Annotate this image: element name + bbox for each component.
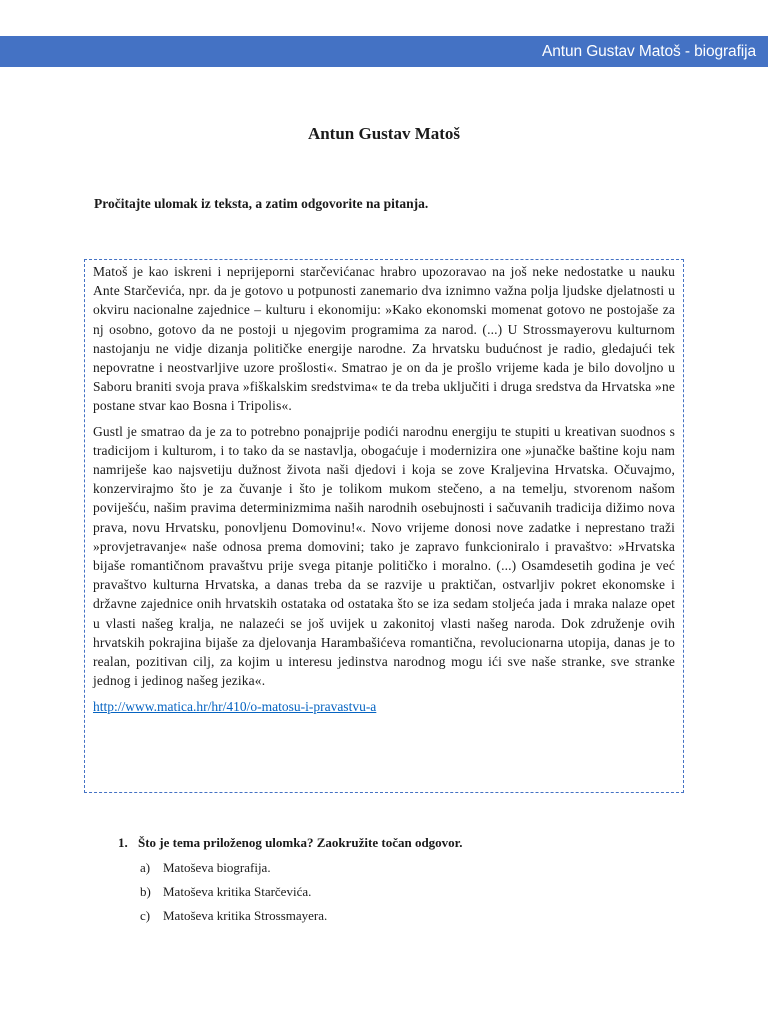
source-link[interactable]: http://www.matica.hr/hr/410/o-matosu-i-pravastvu-a: [93, 699, 377, 715]
excerpt-box: [84, 259, 684, 793]
answer-option-a[interactable]: [140, 859, 678, 876]
answer-options: [140, 859, 678, 924]
document-title: Antun Gustav Matoš: [307, 124, 461, 143]
question-number: 1.: [118, 835, 128, 850]
question-text: Što je tema priloženog ulomka? Zaokružite točan odgovor.: [138, 835, 463, 850]
question-list: [118, 835, 678, 931]
answer-letter: b): [140, 884, 151, 899]
header-bar: [0, 36, 768, 67]
answer-text: Matoševa kritika Strossmayera.: [163, 908, 328, 923]
answer-option-b[interactable]: [140, 883, 678, 900]
answer-text: Matoševa biografija.: [163, 860, 271, 875]
instruction-text: Pročitajte ulomak iz teksta, a zatim odgovorite na pitanja.: [94, 196, 429, 211]
answer-text: Matoševa kritika Starčevića.: [163, 884, 312, 899]
answer-option-c[interactable]: [140, 907, 678, 924]
answer-letter: a): [140, 860, 151, 875]
excerpt-paragraph-1: Matoš je kao iskreni i neprijeporni starčevićanac hrabro upozoravao na još neke nedostatke u nauku Ante Starčevića, npr. da je gotovo u potpunosti zanemario dva iznimno važna polja ljudske djelatnosti u okviru nacionalne zajednice – kulturu i ekonomiju: »Kako ekonomski momenat gotovo ne postojaše za nj osobno, gotovo da ne postoji u njegovim programima za narod. (...) U Strossmayerovu kulturnom nastojanju ne vidje dizanja političke energije narodne. Za hrvatsku budućnost je radio, gledajući tek nepovratne i neostvarljive uzore prošlosti«. Smatrao je on da je prošlo vrijeme kada je bilo dovoljno u Saboru braniti svoja prava »fiškalskim sredstvima« te da treba uključiti i druga sredstva da Hrvatska »ne postane stvar kao Bosna i Tripolis«.: [93, 264, 675, 414]
answer-letter: c): [140, 908, 151, 923]
header-title: Antun Gustav Matoš - biografija: [541, 42, 756, 60]
excerpt-paragraph-2: Gustl je smatrao da je za to potrebno ponajprije podići narodnu energiju te stupiti u kreativan suodnos s tradicijom i kulturom, i to tako da se nastavlja, obogaćuje i modernizira one »junačke baštine koju nam namriješe kao najsvetiju dužnost života naši djedovi i koja se zove Kraljevina Hrvatska. Očuvajmo, konzervirajmo što je za čuvanje i što je tolikom mukom stečeno, a na temelju, stvorenom našom poviješću, našim pravima determinizmima naših narodnih osebujnosti i sačuvanih tradicija dižimo nova prava, novu Hrvatsku, ponovljenu Domovinu!«. Novo vrijeme donosi nove zadatke i neprestano traži »provjetravanje« naše odnosa prema domovini; tako je zapravo funkcioniralo i pravaštvo: »Hrvatska bijaše romantičnom pravaštvu prije svega pitanje političko i moralno. (...) Osamdesetih godina je već pravaštvo kulturna Hrvatska, a danas treba da se razvije u praktičan, ostvarljiv pokret ekonomske i državne zajednice onih hrvatskih ostataka od ostataka što se iza sedam stoljeća jada i mraka nalaze opet u vlasti našeg kralja, ne nalazeći se još uvijek u zakonitoj vlasti našeg naroda. Dok združenje ovih hrvatskih pokrajina bijaše za djelovanja Harambašićeva romantična, revolucionarna utopija, danas je to realan, pozitivan cilj, za kojim u interesu jedinstva narodnog mogu ići sve naše stranke, sve stranke jednog i jedinog našeg jezika«.: [93, 423, 675, 689]
question-1: [118, 835, 678, 851]
